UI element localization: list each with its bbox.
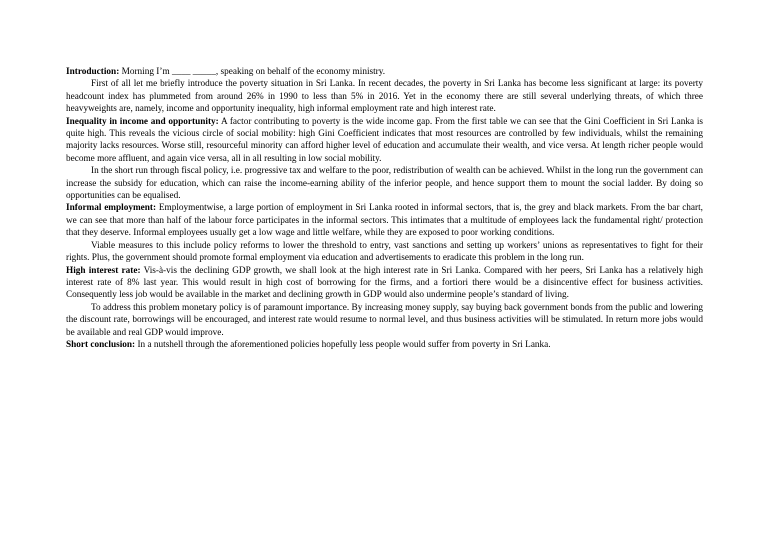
paragraph-text: In a nutshell through the aforementioned policies hopefully less people would suffer from poverty in Sri Lanka. [135,339,551,350]
heading-conclusion: Short conclusion: [66,339,136,350]
paragraph-inequality [66,116,703,166]
paragraph-introduction [66,66,703,78]
paragraph-text: Employmentwise, a large portion of employment in Sri Lanka rooted in informal sectors, that is, the grey and black markets. From the bar chart, we can see that more than half of the labour force participates in the informal sectors. This intimates that a multitude of employees lack the fundamental right/ protection that they deserve. Informal employees usually get a low wage and little welfare, while they are exposed to poor working conditions. [66,203,703,239]
document-body [66,66,703,351]
heading-inequality: Inequality in income and opportunity: [66,116,219,127]
paragraph-interest-rate-policy [66,302,703,339]
paragraph-text: A factor contributing to poverty is the wide income gap. From the first table we can see that the Gini Coefficient in Sri Lanka is quite high. This reveals the vicious circle of social mobility: high Gini Coefficient indicates that most resources are controlled by few individuals, whilst the remaining majority lacks resources. Worse still, resourceful minority can afford higher level of education and accumulate their wealth, and vice versa. At length richer people would become more affluent, and again vice versa, all in all resulting in low social mobility. [66,116,703,164]
paragraph-informal-employment-policy [66,240,703,265]
heading-interest-rate: High interest rate: [66,265,141,276]
paragraph-text: Vis-à-vis the declining GDP growth, we shall look at the high interest rate in Sri Lanka. Compared with her peers, Sri Lanka has a relatively high interest rate of 8% last year. This would result in high cost of borrowing for the firms, and a fortiori there would be a disincentive effect for business activities. Consequently less job would be available in the market and declining growth in GDP would also undermine people’s standard of living. [66,265,704,301]
heading-introduction: Introduction: [66,67,120,77]
paragraph-text: To address this problem monetary policy is of paramount importance. By increasing money supply, say buying back government bonds from the public and lowering the discount rate, borrowings will be encouraged, and interest rate would resume to normal level, and thus business activities will be stimulated. In return more jobs would be available and real GDP would improve. [66,302,703,338]
paragraph-text: Morning I’m ____ _____, speaking on behalf of the economy ministry. [119,67,386,77]
paragraph-text: In the short run through fiscal policy, i.e. progressive tax and welfare to the poor, redistribution of wealth can be achieved. Whilst in the long run the government can increase the subsidy for education, which can raise the income-earning ability of the inferior people, and hence support them to mount the social ladder. By doing so opportunities can be equalised. [66,166,703,202]
paragraph-interest-rate [66,265,703,302]
heading-informal-employment: Informal employment: [66,203,157,214]
paragraph-conclusion [66,339,703,351]
paragraph-inequality-policy [66,165,703,202]
paragraph-text: First of all let me briefly introduce the poverty situation in Sri Lanka. In recent decades, the poverty in Sri Lanka has become less significant at large: its poverty headcount index has plummeted from around 26% in 1990 to less than 5% in 2016. Yet in the economy there are still several underlying threats, of which three heavyweights are, namely, income and opportunity inequality, high informal employment rate and high interest rate. [66,79,703,115]
paragraph-informal-employment [66,202,703,239]
paragraph-poverty-overview [66,78,703,115]
paragraph-text: Viable measures to this include policy reforms to lower the threshold to entry, vast sanctions and setting up workers’ unions as representatives to fight for their rights. Plus, the government should promote formal employment via education and advertisements to eradicate this problem in the long run. [66,240,703,264]
